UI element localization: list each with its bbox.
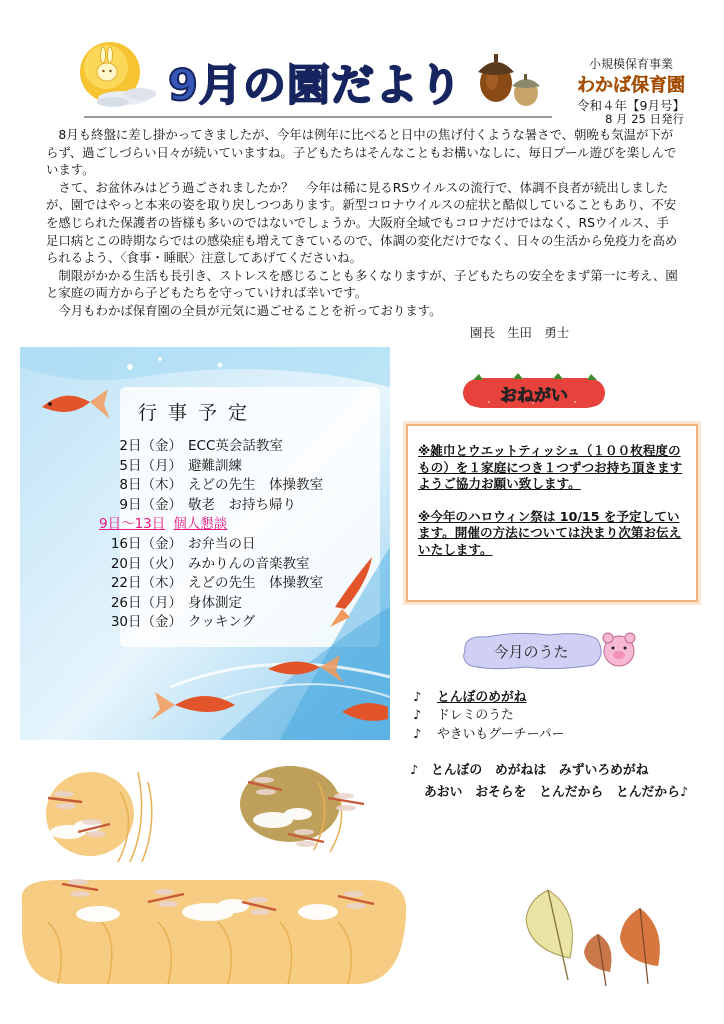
event-row (110, 555, 323, 575)
event-date: 5日（月） (119, 457, 182, 474)
issue-label: 令和４年【9月号】 (577, 98, 685, 113)
music-note-icon: ♪ (413, 690, 422, 705)
lyrics-line: ♪ とんぼの めがねは みずいろめがね (410, 763, 649, 778)
events-list (99, 437, 323, 633)
song-title: やきいもグーチーパー (437, 726, 565, 742)
event-row (110, 457, 323, 477)
event-name: 身体測定 (188, 594, 242, 611)
event-date: 20日（火） (110, 555, 182, 572)
event-row (110, 613, 323, 633)
event-row-highlighted (99, 515, 323, 535)
event-name: 個人懇談 (173, 516, 228, 533)
event-name: えどの先生 体操教室 (188, 477, 323, 494)
title-underline (84, 116, 552, 118)
event-row (110, 535, 323, 555)
school-name: わかば保育園 (577, 75, 685, 96)
request-item: ※雑巾とウエットティッシュ（１００枚程度のもの）を１家庭につき１つずつお持ち頂きますようご協力お願い致します。 (418, 443, 683, 492)
event-name: えどの先生 体操教室 (188, 575, 323, 592)
request-item: ※今年のハロウィン祭は 10/15 を予定しています。開催の方法については決まり次第お伝えいたします。 (418, 508, 682, 557)
event-date: 16日（金） (110, 535, 182, 552)
event-name: クッキング (188, 614, 256, 631)
song-header (457, 629, 641, 673)
page-title: 9月の園だより (168, 61, 463, 111)
lyrics-line: あおい おそらを とんだから とんだから♪ (424, 785, 689, 800)
event-row (110, 594, 323, 614)
director-letter (46, 126, 680, 320)
acorn-icon (470, 50, 548, 110)
autumn-leaves-icon (520, 880, 670, 990)
pig-face-icon (603, 633, 635, 666)
song-item (413, 689, 564, 707)
event-date: 8日（木） (119, 477, 182, 494)
publish-date: 8 月 25 日発行 (605, 112, 684, 126)
music-note-icon: ♪ (413, 708, 422, 724)
event-name: みかりんの音楽教室 (188, 555, 310, 572)
organization-label: 小規模保育事業 (588, 57, 673, 71)
event-date: 26日（月） (110, 594, 182, 611)
letter-paragraph: 制限がかかる生活も長引き、ストレスを感じることも多くなりますが、子どもたちの安全をまず第一に考え、園と家庭の両方から子どもたちを守っていければ幸いです。 (46, 267, 678, 301)
event-row (110, 437, 323, 457)
request-box (406, 424, 698, 602)
song-item (413, 707, 564, 725)
song-header-label: 今月のうた (493, 643, 569, 661)
song-title: とんぼのめがね (437, 690, 527, 705)
moon-rabbit-icon (78, 42, 170, 110)
event-name: ECC英会話教室 (188, 438, 283, 454)
request-header (463, 372, 605, 412)
event-row (110, 476, 323, 496)
letter-paragraph: 8月も終盤に差し掛かってきましたが、今年は例年に比べると日中の焦げ付くような暑さで、朝晩も気温が下がらず、過ごしづらい日々が続いていますね。子どもたちはそんなこともお構いなしに、毎日プール遊びを楽しんでいます。 (46, 127, 677, 178)
dragonfly-rice-field-illustration (18, 762, 408, 984)
song-lyrics (410, 760, 688, 804)
event-name: お弁当の日 (188, 535, 256, 552)
event-date: 2日（金） (119, 438, 182, 454)
event-date: 30日（金） (110, 614, 182, 631)
events-title: 行事予定 (138, 402, 259, 424)
event-name: 避難訓練 (188, 457, 242, 474)
letter-paragraph: 今月もわかば保育園の全員が元気に過ごせることを祈っております。 (58, 302, 442, 318)
event-row (110, 496, 323, 516)
letter-paragraph: さて、お盆休みはどう過ごされましたか？ 今年は稀に見るRSウイルスの流行で、体調不良者が続出しましたが、園ではやっと本来の姿を取り戻しつつあります。新型コロナウイルスの症状と酷似していることもあり、不安を感じられた保護者の皆様も多いのではないでしょうか。大阪府全域でもコロナだけではなく、RSウイルス、手足口病とこの時期ならではの感染症も増えてきているので、体調の変化だけでなく、日々の生活から免疫力を高められるよう、〈食事・睡眠〉注意してあげてくださいね。 (46, 179, 678, 266)
event-date: 9日（金） (119, 496, 182, 513)
request-header-label: おねがい (500, 386, 568, 406)
song-title: ドレミのうた (437, 708, 514, 724)
event-row (110, 574, 323, 594)
music-note-icon: ♪ (413, 726, 422, 742)
song-item (413, 726, 564, 744)
song-list (413, 689, 564, 744)
event-name: 敬老 お持ち帰り (188, 496, 296, 513)
signature: 園長 生田 勇士 (470, 325, 570, 340)
event-date: 22日（木） (110, 575, 182, 592)
event-date: 9日〜13日 (99, 516, 166, 533)
